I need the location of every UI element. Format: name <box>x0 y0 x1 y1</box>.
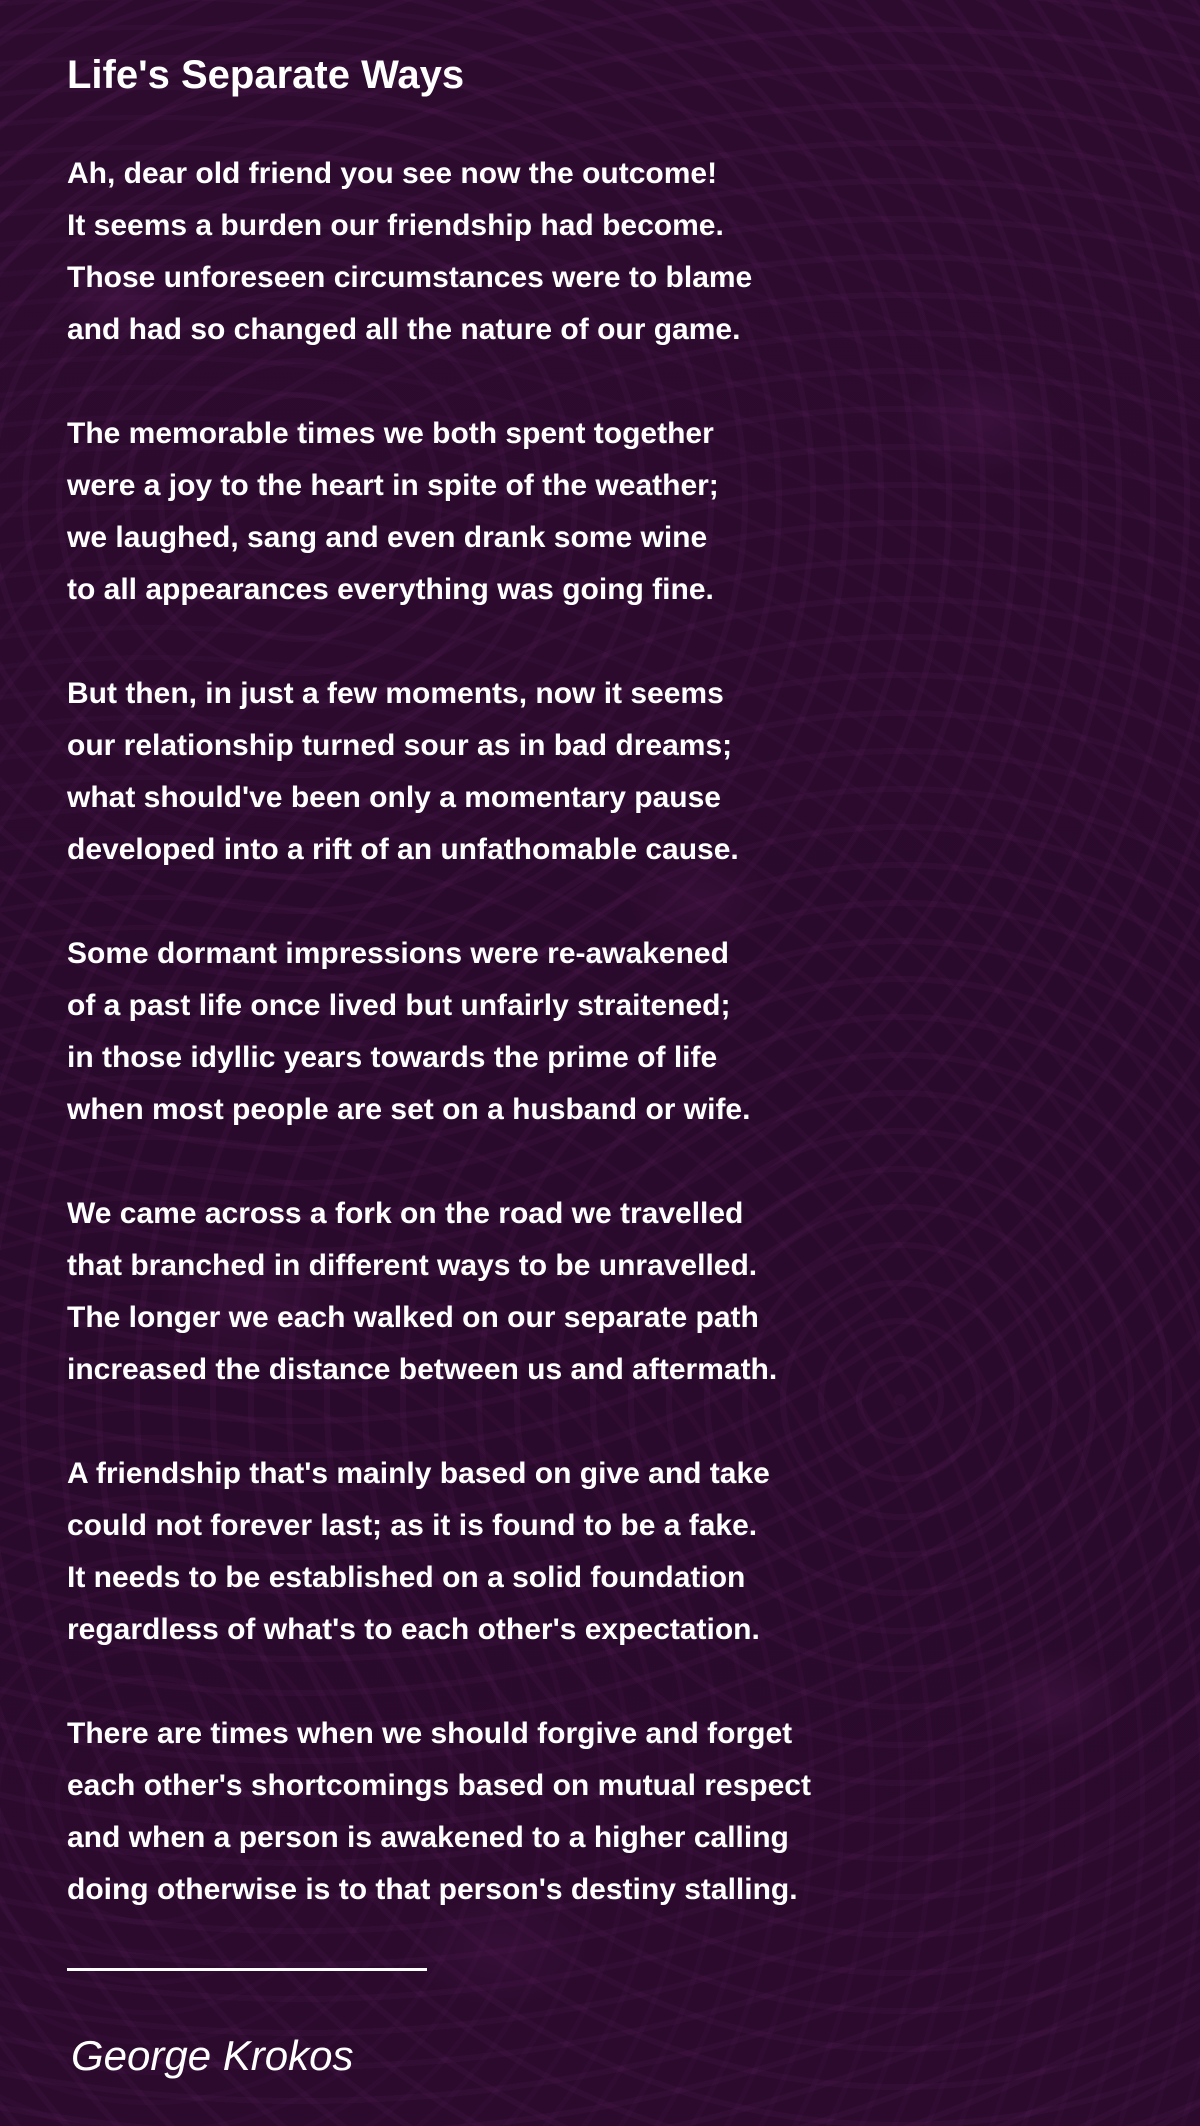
poem-line: Ah, dear old friend you see now the outcome! <box>67 157 718 190</box>
poem-line: A friendship that's mainly based on give and take <box>67 1457 770 1490</box>
poem-line: The longer we each walked on our separate path <box>67 1301 759 1334</box>
poem-line: and when a person is awakened to a higher calling <box>67 1821 789 1854</box>
poem-line: that branched in different ways to be unravelled. <box>67 1249 758 1282</box>
divider-line <box>67 1968 427 1971</box>
poem-line: when most people are set on a husband or wife. <box>67 1093 751 1126</box>
poem-line: developed into a rift of an unfathomable cause. <box>67 833 739 866</box>
poem-container <box>67 48 1067 2083</box>
stanza-6 <box>67 1448 1067 1656</box>
poem-line: doing otherwise is to that person's destiny stalling. <box>67 1873 798 1906</box>
poem-line: But then, in just a few moments, now it seems <box>67 677 724 710</box>
poem-line: we laughed, sang and even drank some wine <box>67 521 708 554</box>
poem-line: each other's shortcomings based on mutual respect <box>67 1769 811 1802</box>
poem-title: Life's Separate Ways <box>67 53 465 97</box>
stanza-5 <box>67 1188 1067 1396</box>
poem-line: could not forever last; as it is found to be a fake. <box>67 1509 758 1542</box>
poem-line: Those unforeseen circumstances were to blame <box>67 261 753 294</box>
stanza-1 <box>67 148 1067 356</box>
poem-line: It needs to be established on a solid foundation <box>67 1561 746 1594</box>
poem-line: Some dormant impressions were re-awakened <box>67 937 729 970</box>
poem-line: in those idyllic years towards the prime of life <box>67 1041 718 1074</box>
poem-line: The memorable times we both spent together <box>67 417 714 450</box>
stanza-4 <box>67 928 1067 1136</box>
poem-line: our relationship turned sour as in bad dreams; <box>67 729 733 762</box>
poem-author: George Krokos <box>71 2032 354 2079</box>
poem-line: There are times when we should forgive and forget <box>67 1717 793 1750</box>
poem-line: It seems a burden our friendship had become. <box>67 209 724 242</box>
stanza-3 <box>67 668 1067 876</box>
poem-line: increased the distance between us and aftermath. <box>67 1353 778 1386</box>
poem-line: what should've been only a momentary pause <box>67 781 721 814</box>
poem-line: We came across a fork on the road we travelled <box>67 1197 744 1230</box>
stanza-7 <box>67 1708 1067 1916</box>
poem-line: to all appearances everything was going fine. <box>67 573 714 606</box>
poem-line: were a joy to the heart in spite of the weather; <box>67 469 719 502</box>
stanza-2 <box>67 408 1067 616</box>
poem-line: regardless of what's to each other's expectation. <box>67 1613 760 1646</box>
poem-line: and had so changed all the nature of our game. <box>67 313 741 346</box>
poem-line: of a past life once lived but unfairly straitened; <box>67 989 731 1022</box>
